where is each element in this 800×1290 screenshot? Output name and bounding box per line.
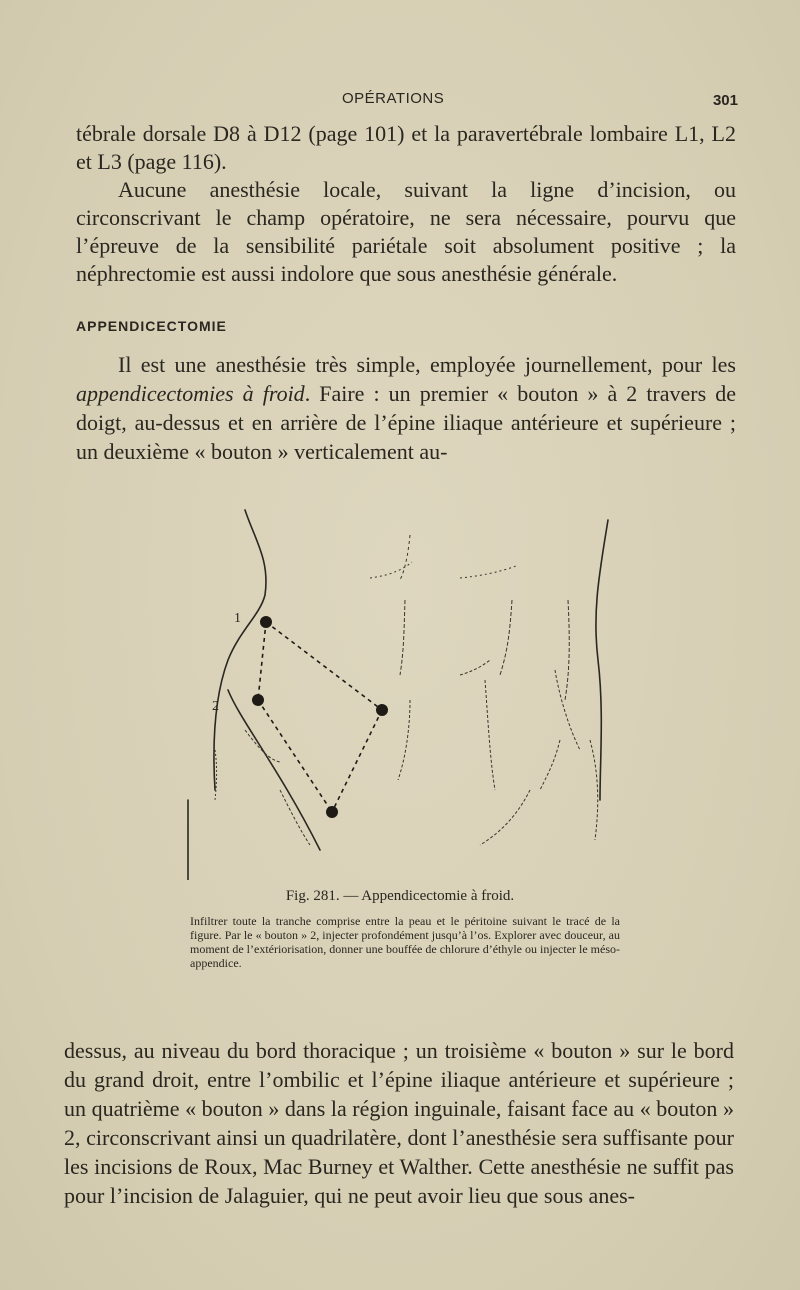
paragraph-3 [76,350,736,466]
paragraph-3-start: Il est une anesthésie très simple, employée journellement, pour les [118,352,736,377]
point-label-1: 1 [234,611,241,626]
figure-illustration [160,500,640,880]
paragraph-1: tébrale dorsale D8 à D12 (page 101) et la paravertébrale lombaire L1, L2 et L3 (page 116). [76,121,736,174]
page-number: 301 [712,92,738,109]
injection-point-1 [260,616,272,628]
injection-points [252,616,388,818]
hip-curve [228,690,320,850]
point-label-2: 2 [212,699,219,714]
figure-caption: Fig. 281. — Appendicectomie à froid. [285,888,515,904]
section-heading: APPENDICECTOMIE [76,318,227,334]
paragraph-3-italic: appendicectomies à froid [76,381,305,406]
paragraph-2: Aucune anesthésie locale, suivant la ligne d’incision, ou circonscrivant le champ opératoire, ne sera nécessaire, pourvu que l’épreuve de la sensibilité pariétale soit absolument positive ; la néphrectomie est aussi indolore que sous anesthésie générale. [76,177,736,286]
running-title: OPÉRATIONS [342,90,445,107]
injection-point-3 [376,704,388,716]
right-torso-contour [596,520,608,800]
paragraph-4: dessus, au niveau du bord thoracique ; un troisième « bouton » sur le bord du grand droit, entre l’ombilic et l’épine iliaque antérieure et supérieure ; un quatrième « bouton » dans la région inguinale, faisant face au « bouton » 2, circonscrivant ainsi un quadrilatère, dont l’anesthésie sera suffisante pour les incisions de Roux, Mac Burney et Walther. Cette anesthésie ne suffit pas pour l’incision de Jalaguier, qui ne peut avoir lieu que sous anes- [64,1038,734,1208]
figure-legend: Infiltrer toute la tranche comprise entre la peau et le péritoine suivant le tracé de la figure. Par le « bouton » 2, injecter profondément jusqu’à l’os. Explorer avec douceur, au moment de l’extériorisation, donner une bouffée de chlorure d’éthyle ou injecter le méso-appendice. [190,914,620,970]
injection-path [258,622,382,812]
injection-point-4 [326,806,338,818]
injection-point-2 [252,694,264,706]
figure-abdomen-drawing [160,500,640,880]
paragraph-3-end: . Faire : un premier « bouton » à 2 travers de doigt, au-dessus et en arrière de l’épine iliaque antérieure et supérieure ; un deuxième « bouton » verticalement au- [76,381,736,464]
running-head [0,88,800,110]
left-torso-contour [214,510,266,790]
muscle-hatching [215,535,598,845]
